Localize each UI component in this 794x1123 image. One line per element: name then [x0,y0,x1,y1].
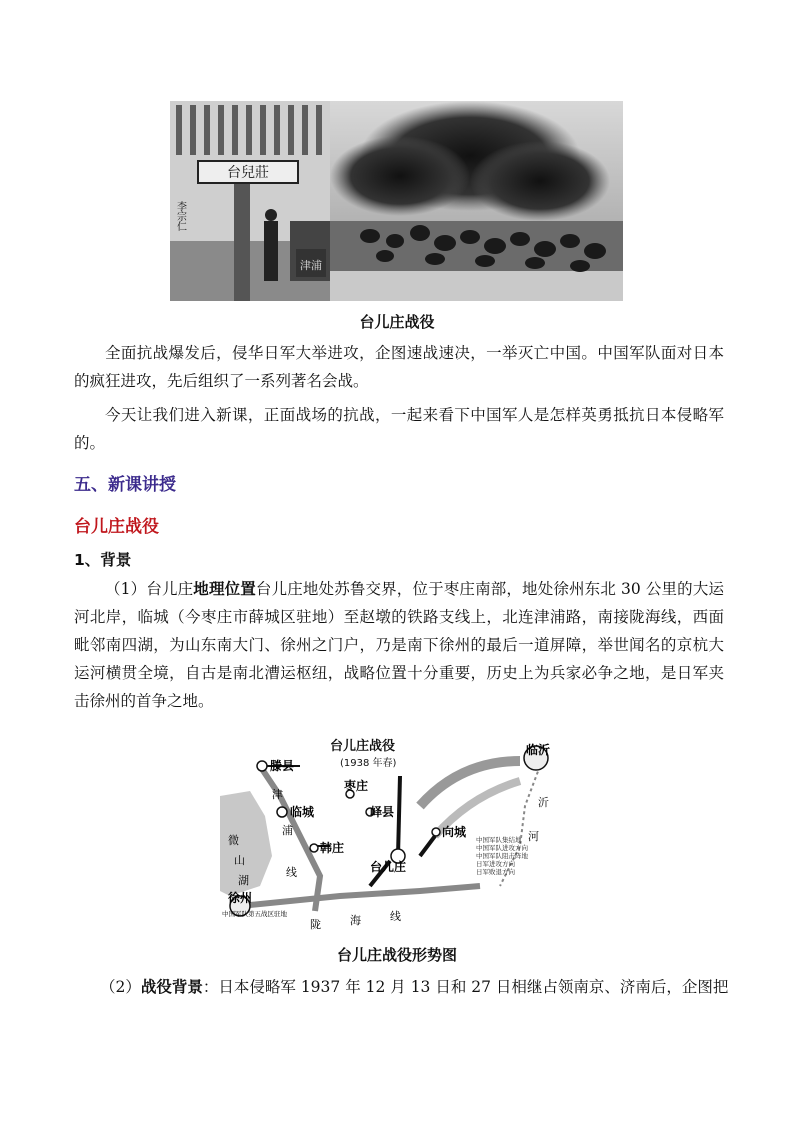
sign-text: 台兒莊 [227,165,269,181]
legend-item-4: 日军进攻方向 [476,860,515,868]
banner-text: 津浦 [300,259,322,272]
longhai-char-2: 海 [350,914,361,927]
yihe-char-2: 河 [528,830,539,843]
map-legend [476,835,529,876]
weishan-char-3: 湖 [238,874,249,887]
calligraphy-signature: 李宗仁 [174,201,186,231]
china-attack-arrow-2 [420,836,435,856]
campaign-paragraph [100,973,730,1001]
map-graphic [220,736,572,932]
campaign-text: ：日本侵略军 1937 年 12 月 13 日和 27 日相继占领南京、济南后，企图把 [202,978,729,996]
place-zaozhuang: 枣庄 [344,779,369,793]
lincheng-marker [277,807,287,817]
photo-caption: 台儿庄战役 [359,313,435,331]
weishan-char-2: 山 [234,854,245,867]
weishan-char-1: 微 [228,834,239,847]
intro-paragraph-1: 全面抗战爆发后，侵华日军大举进攻，企图速战速决，一举灭亡中国。中国军队面对日本的疯狂进攻，先后组织了一系列著名会战。 [74,344,724,390]
background-heading: 1、背景 [74,551,132,569]
place-xiangcheng: 向城 [442,825,467,839]
legend-item-3: 中国军队阻击阵地 [476,852,528,860]
place-tengxian: 滕县 [270,759,295,773]
campaign-term: 战役背景 [140,978,203,996]
xiangcheng-marker [432,828,440,836]
section-heading: 五、新课讲授 [74,475,176,495]
jinpu-char-1: 津 [272,788,283,801]
geography-prefix: （1）台儿庄 [105,580,194,598]
jinpu-railway [260,766,320,911]
geography-text: 台儿庄地处苏鲁交界，位于枣庄南部，地处徐州东北 30 公里的大运河北岸，临城（今枣庄市薛城区驻地）至赵墩的铁路支线上，北连津浦路，南接陇海线，西面毗邻南四湖，为山东南大门、徐州之门户，乃是南下徐州的最后一道屏障，举世闻名的京杭大运河横贯全境，自古是南北漕运枢纽，战略位置十分重要，历史上为兵家必争之地，是日军夹击徐州的首争之地。 [74,580,724,710]
legend-item-2: 中国军队进攻方向 [476,844,528,852]
campaign-prefix: （2） [100,978,141,996]
jinpu-char-3: 线 [286,866,297,879]
geography-paragraph [74,575,724,715]
map-title: 台儿庄战役 [330,739,396,754]
legend-item-1: 中国军队集结地 [476,836,522,844]
jinpu-char-2: 浦 [282,824,293,837]
battle-heading: 台儿庄战役 [74,517,159,537]
map-caption: 台儿庄战役形势图 [336,946,457,964]
place-linyi: 临沂 [526,743,551,757]
place-xuzhou: 徐州 [228,891,253,905]
battle-photo-graphic [170,101,623,301]
legend-item-5: 日军败退方向 [476,868,515,876]
geography-term: 地理位置 [193,580,256,598]
longhai-railway [240,886,480,906]
battle-photo [170,101,623,301]
battle-situation-map [220,736,572,932]
hq-label: 中国军队第五战区驻地 [222,910,287,918]
place-yixian: 峄县 [370,805,395,819]
place-hanzhuang: 韩庄 [320,841,345,855]
place-taierzhuang: 台儿庄 [370,860,407,874]
china-attack-arrow-1 [398,776,400,856]
longhai-char-3: 线 [390,910,401,923]
intro-paragraph-2: 今天让我们进入新课，正面战场的抗战，一起来看下中国军人是怎样英勇抵抗日本侵略军的。 [74,406,724,452]
longhai-char-1: 陇 [310,918,321,931]
tengxian-marker [257,761,267,771]
hanzhuang-marker [310,844,318,852]
yihe-char-1: 沂 [538,796,549,809]
map-subtitle: (1938 年春) [340,758,397,769]
place-lincheng: 临城 [290,805,315,819]
